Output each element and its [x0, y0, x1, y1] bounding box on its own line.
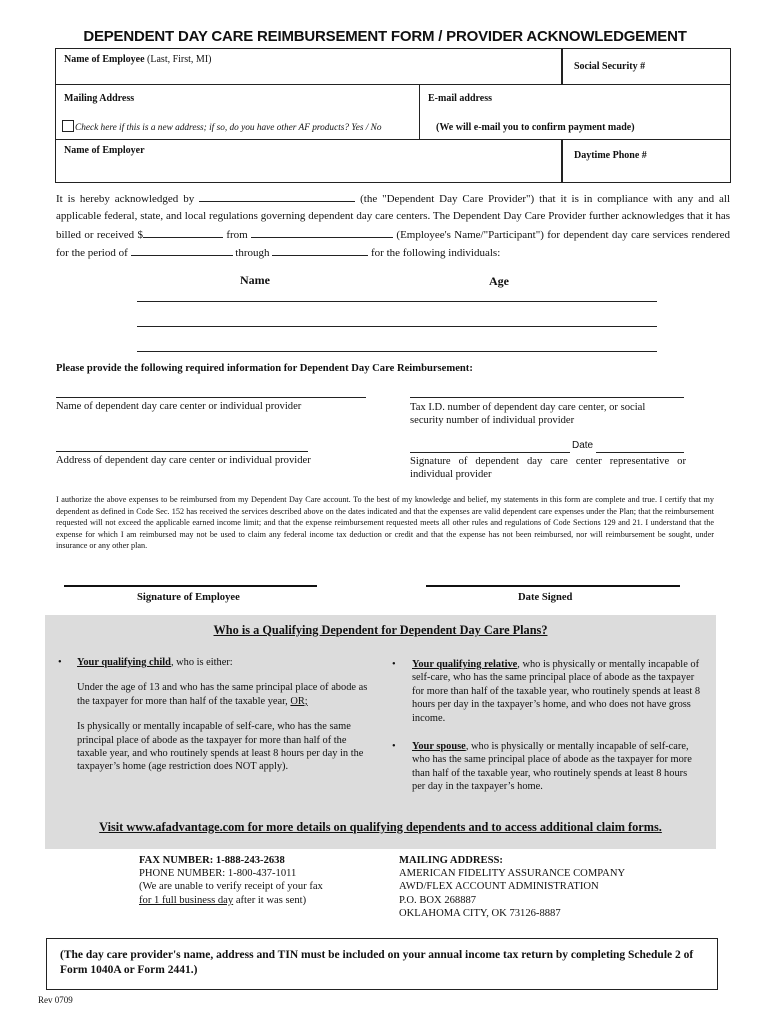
page-title: DEPENDENT DAY CARE REIMBURSEMENT FORM / PROVIDER ACKNOWLEDGEMENT	[83, 28, 687, 45]
employee-signature-line[interactable]	[64, 585, 317, 587]
employee-name-blank[interactable]	[251, 226, 393, 238]
provider-address-line[interactable]	[56, 451, 308, 452]
provider-signature-label: Signature of dependent day care center representative or individual provider	[410, 456, 686, 480]
new-address-checkbox[interactable]	[62, 120, 74, 132]
provider-info-heading: Please provide the following required information for Dependent Day Care Reimbursement:	[56, 363, 473, 374]
ssn-label: Social Security #	[574, 61, 646, 72]
qualifying-spouse-item: Your spouse, who is physically or mentally incapable of self-care, who has the same principal place of abode as the taxpayer for more than half of the taxable year, who routinely spends at least 8 hours per day in the taxpayer’s home.	[412, 741, 692, 793]
qualifying-child-item: Your qualifying child, who is either: Under the age of 13 and who has the same principal place of abode as the taxpayer for more than half of the taxable year, OR; Is physically or mentally incapable of self-care, who has the same principal place of abode as the taxpayer for more than half of the taxable year, and who routinely spends at least 8 hours per day in the taxpayer’s home (age restriction does NOT apply).	[77, 657, 368, 773]
employee-signature-label: Signature of Employee	[137, 592, 240, 603]
age-column-header: Age	[489, 274, 509, 288]
email-note: (We will e-mail you to confirm payment made)	[436, 122, 635, 133]
new-address-option: Check here if this is a new address; if so, do you have other AF products? Yes / No	[62, 120, 382, 133]
dependent-line[interactable]	[137, 351, 657, 352]
tax-id-line[interactable]	[410, 397, 684, 398]
provider-name-label: Name of dependent day care center or individual provider	[56, 401, 302, 412]
bullet-icon: •	[392, 741, 396, 752]
provider-name-blank[interactable]	[199, 190, 355, 202]
revision-label: Rev 0709	[38, 995, 73, 1005]
visit-website-link[interactable]: Visit www.afadvantage.com for more details on qualifying dependents and to access additional claim forms.	[99, 820, 662, 834]
authorization-text: I authorize the above expenses to be reimbursed from my Dependent Day Care account. To the best of my knowledge and belief, my statements in this form are complete and true. I certify that my dependent as defined in Code Sec. 152 has received the services described above on the dates indicated and that the expenses are valid dependent care expenses under the Plan; that the reimbursement requested will not exceed the applicable earned income limit; and that the expense reimbursement requested meets all other rules and regulations of Code Sections 129 and 21. I understand that the expense for which I am reimbursed may not be used to claim any federal income tax deduction or credit and that the expense has not been reimbursed, nor will reimbursement be sought, under insurance or any other plan.	[56, 495, 714, 551]
qualifying-heading: Who is a Qualifying Dependent for Dependent Day Care Plans?	[213, 623, 548, 637]
tax-notice-text: (The day care provider's name, address and TIN must be included on your annual income tax return by completing Schedule 2 of Form 1040A or Form 2441.)	[60, 949, 694, 976]
daytime-phone-label: Daytime Phone #	[574, 150, 647, 161]
provider-signature-line[interactable]	[410, 452, 570, 453]
qualifying-relative-item: Your qualifying relative, who is physically or mentally incapable of self-care, who has the same principal place of abode as the taxpayer for more than half of the taxable year, who routinely spends at least 8 hours per day in the taxpayer’s home, and who does not have gross income.	[412, 659, 701, 724]
employer-label: Name of Employer	[64, 145, 145, 156]
provider-address-label: Address of dependent day care center or individual provider	[56, 455, 311, 466]
date-signed-label: Date Signed	[518, 592, 573, 603]
mailing-address-label: Mailing Address	[64, 93, 135, 104]
bullet-icon: •	[392, 659, 396, 670]
mailing-address-block: MAILING ADDRESS: AMERICAN FIDELITY ASSURANCE COMPANY AWD/FLEX ACCOUNT ADMINISTRATION P.O. BOX 268887 OKLAHOMA CITY, OK 73126-8887	[399, 855, 626, 919]
name-column-header: Name	[240, 273, 270, 287]
email-label: E-mail address	[428, 93, 492, 104]
employee-name-label: Name of Employee (Last, First, MI)	[64, 54, 212, 65]
email-field[interactable]	[419, 84, 731, 140]
tax-id-label: Tax I.D. number of dependent day care center, or social security number of individual provider	[410, 402, 646, 426]
provider-name-line[interactable]	[56, 397, 366, 398]
bullet-icon: •	[58, 657, 62, 668]
period-start-blank[interactable]	[131, 244, 233, 256]
period-end-blank[interactable]	[272, 244, 368, 256]
date-signed-line[interactable]	[426, 585, 680, 587]
amount-blank[interactable]	[143, 226, 223, 238]
daytime-phone-field[interactable]	[561, 139, 731, 183]
tax-notice-box	[46, 938, 718, 990]
ssn-field[interactable]	[561, 48, 731, 85]
dependent-line[interactable]	[137, 326, 657, 327]
dependent-line[interactable]	[137, 301, 657, 302]
date-label: Date	[572, 440, 594, 451]
employer-field[interactable]	[55, 139, 563, 183]
provider-date-line[interactable]	[596, 452, 684, 453]
employee-name-field[interactable]	[55, 48, 563, 85]
fax-phone-block: FAX NUMBER: 1-888-243-2638 PHONE NUMBER: 1-800-437-1011 (We are unable to verify receipt of your fax for 1 full business day after it was sent)	[139, 855, 323, 906]
acknowledgement-paragraph: It is hereby acknowledged by (the "Dependent Day Care Provider") that it is in compliance with any and all applicable federal, state, and local regulations governing dependent day care centers. The Dependent Day Care Provider further acknowledges that it has billed or received $ from (Employee's Name/"Participant") for dependent day care services rendered for the period of through for the following individuals:	[56, 190, 730, 262]
mailing-address-field[interactable]	[55, 84, 420, 140]
